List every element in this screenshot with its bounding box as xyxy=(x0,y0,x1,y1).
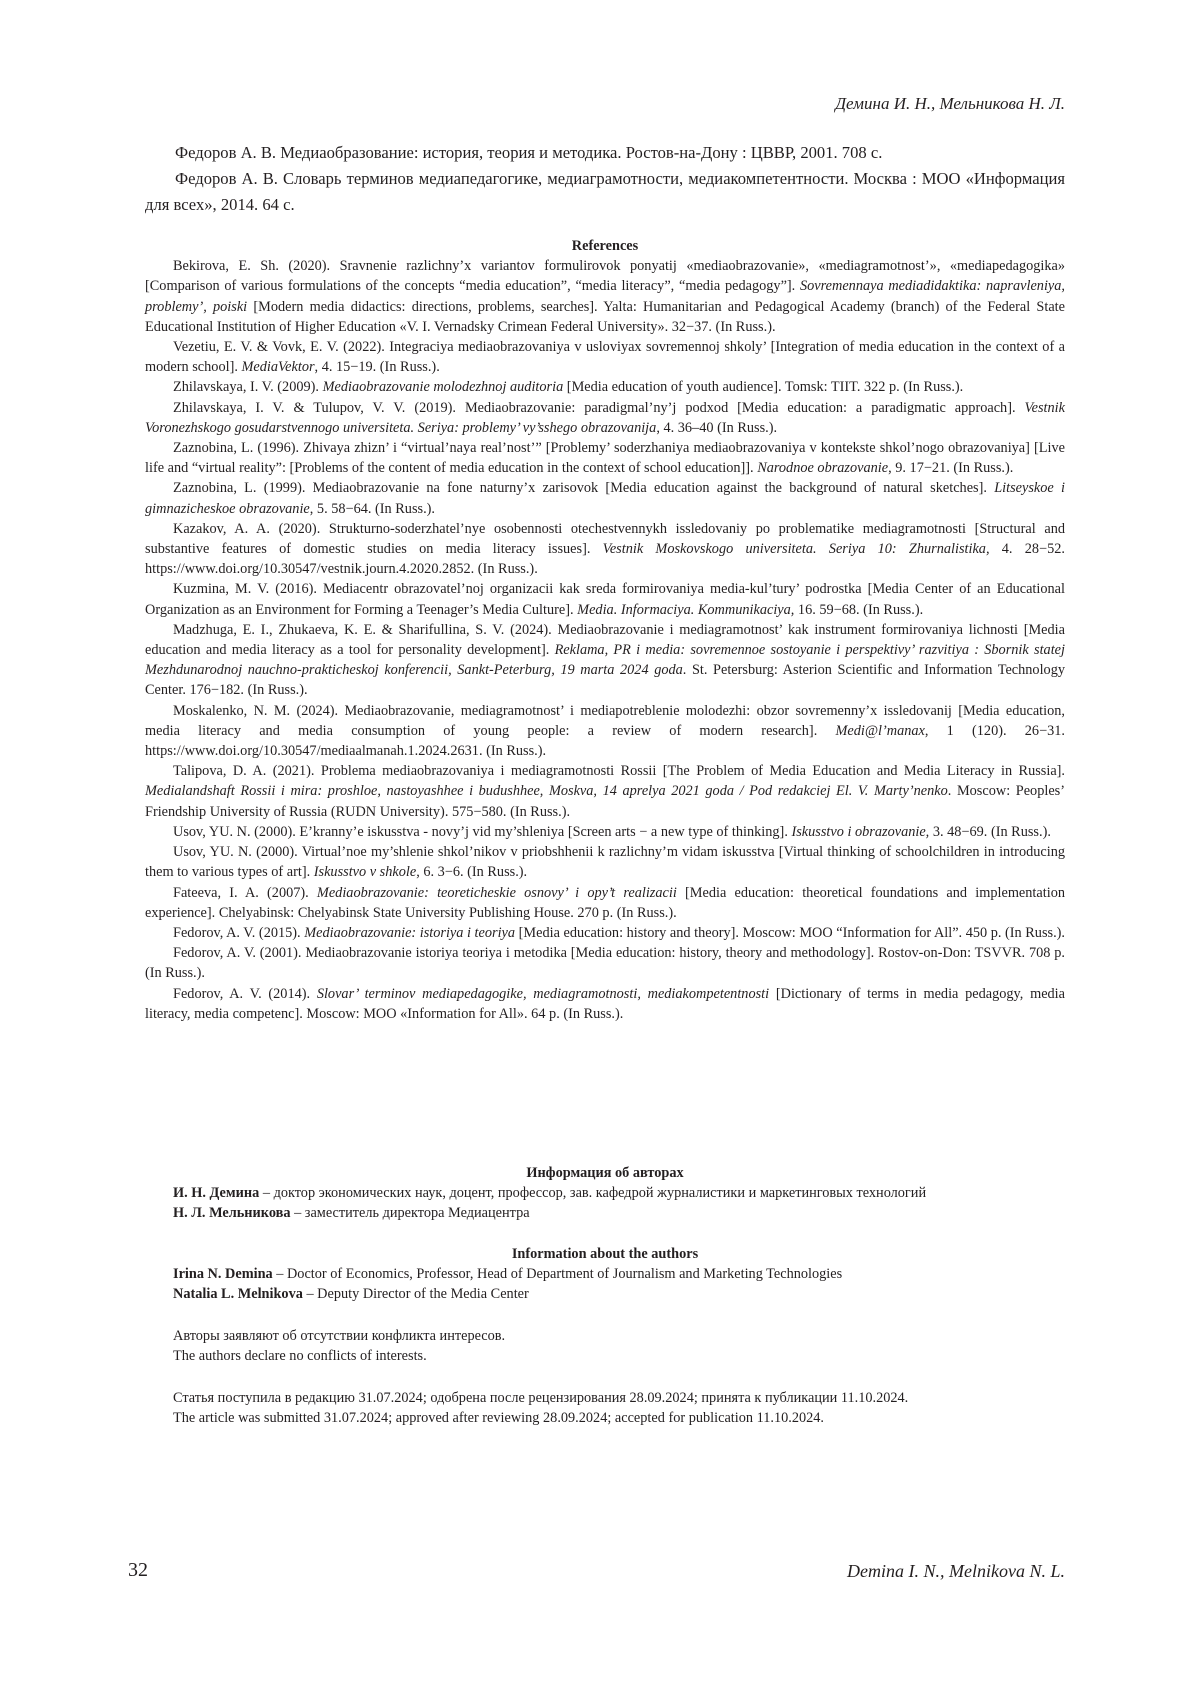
authors-info-en xyxy=(145,1244,1065,1304)
reference-text: Fedorov, A. V. (2015). xyxy=(173,924,305,941)
reference-text: Usov, YU. N. (2000). E’kranny’e iskusstva - novy’j vid my’shleniya [Screen arts − a new type of thinking]. xyxy=(173,823,792,840)
reference-text: Usov, YU. N. (2000). Virtual’noe my’shlenie shkol’nikov v priobshhenii k razlichny’m vidam iskusstva [Virtual thinking of schoolchildren in introducing them to various types of art]. xyxy=(145,844,1065,881)
reference-tail: , 5. 58−64. (In Russ.). xyxy=(309,500,435,517)
reference-source: Reklama, PR i media: sovremennoe sostoyanie i perspektivy’ razvitiya : Sbornik statej Mezhdunarodnoj nauchno-prakticheskoj konferencii, Sankt-Peterburg, 19 marta 2024 goda xyxy=(145,642,1065,679)
literature-item: Федоров А. В. Медиаобразование: история, теория и методика. Ростов-на-Дону : ЦВВР, 2001. 708 с. xyxy=(175,143,883,162)
author-name: И. Н. Демина xyxy=(173,1185,260,1201)
reference-text: Madzhuga, E. I., Zhukaeva, K. E. & Sharifullina, S. V. (2024). Mediaobrazovanie i mediagramotnost’ kak instrument formirovaniya lichnosti [Media education and media literacy as a tool for personality development]. xyxy=(145,621,1065,659)
author-entry xyxy=(145,1264,1065,1284)
running-head: Демина И. Н., Мельникова Н. Л. xyxy=(835,94,1065,113)
reference-item xyxy=(145,984,1065,1024)
reference-item xyxy=(145,923,1065,943)
reference-tail: 3. 48−69. (In Russ.). xyxy=(929,823,1051,840)
reference-source: Media. Informaciya. Kommunikaciya, xyxy=(577,601,795,618)
reference-item xyxy=(145,842,1065,882)
reference-item xyxy=(145,883,1065,923)
dates-ru: Статья поступила в редакцию 31.07.2024; одобрена после рецензирования 28.09.2024; принята к публикации 11.10.2024. xyxy=(173,1390,909,1406)
reference-source: Medialandshaft Rossii i mira: proshloe, nastoyashhee i budushhee, Moskva, 14 aprelya 2021 goda / Pod redakciej El. V. Marty’nenko xyxy=(145,783,948,800)
author-entry xyxy=(145,1183,1065,1203)
reference-item xyxy=(145,519,1065,580)
reference-tail: , 9. 17−21. (In Russ.). xyxy=(888,460,1014,477)
reference-item xyxy=(145,761,1065,822)
reference-tail: , 4. 36–40 (In Russ.). xyxy=(656,419,778,436)
reference-item xyxy=(145,337,1065,377)
reference-tail: . St. Petersburg: Asterion Scientific and Information Technology Center. 176−182. (In Russ.). xyxy=(145,662,1065,699)
reference-tail: , 1 (120). 26−31. https://www.doi.org/10.30547/mediaalmanah.1.2024.2631. (In Russ.). xyxy=(145,722,1065,760)
reference-source: MediaVektor xyxy=(241,359,315,376)
reference-item xyxy=(145,579,1065,619)
reference-text: Kazakov, A. A. (2020). Strukturno-soderzhatel’nye osobennosti otechestvennykh issledovaniy po problematike mediagramotnosti [Structural and substantive features of domestic studies on media literacy issues]. xyxy=(145,520,1065,558)
submission-dates xyxy=(173,1388,908,1428)
author-desc: – Doctor of Economics, Professor, Head of Department of Journalism and Marketing Technologies xyxy=(272,1266,843,1282)
references-list xyxy=(145,256,1065,1024)
reference-text: Zhilavskaya, I. V. (2009). xyxy=(173,379,323,396)
reference-source: Slovar’ terminov mediapedagogike, mediagramotnosti, mediakompetentnosti xyxy=(316,985,770,1002)
reference-tail: [Modern media didactics: directions, problems, searches]. Yalta: Humanitarian and Pedagogical Academy (branch) of the Federal State Educational Institution of Higher Education «V. I. Vernadsky Crimean Federal University». 32−37. (In Russ.). xyxy=(145,298,1065,335)
reference-text: Fedorov, A. V. (2014). xyxy=(173,985,317,1002)
reference-text: Bekirova, E. Sh. (2020). Sravnenie razlichny’x variantov formulirovok ponyatij «mediaobrazovanie», «mediagramotnost’», «mediapedagogika» [Comparison of various formulations of the concepts “media education”, “media literacy”, “media pedagogy”]. xyxy=(145,258,1065,295)
reference-item xyxy=(145,822,1065,842)
reference-text: Moskalenko, N. M. (2024). Mediaobrazovanie, mediagramotnost’ i mediapotreblenie molodezhi: obzor sovremenny’x issledovanij [Media education, media literacy and media consumption of young people: a review of modern research]. xyxy=(145,702,1065,739)
reference-item xyxy=(145,478,1065,518)
reference-tail: [Media education: history and theory]. Moscow: MOO “Information for All”. 450 p. (In Russ.). xyxy=(515,924,1065,941)
author-desc: – Deputy Director of the Media Center xyxy=(302,1286,529,1302)
reference-tail: . Moscow: Peoples’ Friendship University of Russia (RUDN University). 575−580. (In Russ.). xyxy=(145,783,1065,820)
authors-en-title: Information about the authors xyxy=(511,1246,699,1262)
reference-source: Mediaobrazovanie: teoreticheskie osnovy’ i opy’t realizacii xyxy=(316,884,677,901)
conflict-statement xyxy=(173,1326,505,1366)
literature-item: Федоров А. В. Словарь терминов медиапедагогике, медиаграмотности, медиакомпетентности. Москва : МОО «Информация для всех», 2014. 64 с. xyxy=(145,169,1065,214)
author-desc: – заместитель директора Медиацентра xyxy=(290,1205,530,1221)
reference-item xyxy=(145,256,1065,337)
reference-source: Litseyskoe i gimnazicheskoe obrazovanie xyxy=(145,480,1065,517)
footer-authors: Demina I. N., Melnikova N. L. xyxy=(847,1561,1065,1581)
authors-ru-title: Информация об авторах xyxy=(526,1165,684,1181)
reference-source: Mediaobrazovanie: istoriya i teoriya xyxy=(304,924,516,941)
reference-item xyxy=(145,438,1065,478)
reference-source: Medi@l’manax xyxy=(835,722,925,739)
reference-source: Narodnoe obrazovanie xyxy=(757,460,889,477)
reference-item xyxy=(145,701,1065,762)
reference-text: Zaznobina, L. (1999). Mediaobrazovanie na fone naturny’x zarisovok [Media education against the background of natural sketches]. xyxy=(173,480,995,497)
reference-text: Zhilavskaya, I. V. & Tulupov, V. V. (2019). Mediaobrazovanie: paradigmal’ny’j podxod [Media education: a paradigmatic approach]. xyxy=(173,399,1025,416)
reference-text: Fedorov, A. V. (2001). Mediaobrazovanie istoriya teoriya i metodika [Media education: history, theory and methodology]. Rostov-on-Don: TSVVR. 708 p. (In Russ.). xyxy=(145,945,1065,982)
author-name: Irina N. Demina xyxy=(173,1266,273,1282)
reference-tail: [Dictionary of terms in media pedagogy, media literacy, media competenc]. Moscow: MOO «Information for All». 64 p. (In Russ.). xyxy=(145,985,1066,1022)
references-section xyxy=(145,236,1065,1024)
reference-item xyxy=(145,620,1065,701)
reference-text: Kuzmina, M. V. (2016). Mediacentr obrazovatel’noj organizacii kak sreda formirovaniya media-kul’tury’ podrostka [Media Center of an Educational Organization as an Environment for Forming a Teenager’s Media Culture]. xyxy=(145,581,1065,618)
reference-tail: [Media education: theoretical foundations and implementation experience]. Chelyabinsk: Chelyabinsk State University Publishing House. 270 p. (In Russ.). xyxy=(145,884,1065,921)
reference-source: Iskusstvo v shkole xyxy=(313,864,417,881)
reference-tail: [Media education of youth audience]. Tomsk: TIIT. 322 p. (In Russ.). xyxy=(563,379,964,396)
conflict-en: The authors declare no conflicts of interests. xyxy=(173,1348,427,1364)
author-entry xyxy=(145,1284,1065,1304)
page-number: 32 xyxy=(128,1559,148,1581)
reference-text: Talipova, D. A. (2021). Problema mediaobrazovaniya i mediagramotnosti Rossii [The Problem of Media Education and Media Literacy in Russia]. xyxy=(173,763,1065,780)
conflict-ru: Авторы заявляют об отсутствии конфликта интересов. xyxy=(173,1328,506,1344)
authors-info-ru xyxy=(145,1163,1065,1223)
reference-tail: , 4. 15−19. (In Russ.). xyxy=(314,359,440,376)
reference-tail: 16. 59−68. (In Russ.). xyxy=(794,601,924,618)
reference-source: Sovremennaya mediadidaktika: napravleniya, problemy’, poiski xyxy=(145,278,1065,315)
author-entry xyxy=(145,1203,1065,1223)
reference-tail: , 6. 3−6. (In Russ.). xyxy=(416,864,528,881)
reference-text: Vezetiu, E. V. & Vovk, E. V. (2022). Integraciya mediaobrazovaniya v usloviyax sovremennoj shkoly’ [Integration of media education in the context of a modern school]. xyxy=(145,339,1065,376)
reference-item xyxy=(145,398,1065,438)
reference-item xyxy=(145,943,1065,983)
references-title: References xyxy=(571,238,639,254)
reference-source: Iskusstvo i obrazovanie, xyxy=(791,823,930,840)
reference-source: Mediaobrazovanie molodezhnoj auditoria xyxy=(322,379,564,396)
reference-source: Vestnik Voronezhskogo gosudarstvennogo universiteta. Seriya: problemy’ vy’sshego obrazovanija xyxy=(145,399,1065,436)
literature-list-tail xyxy=(145,140,1065,218)
reference-source: Vestnik Moskovskogo universiteta. Seriya 10: Zhurnalistika, xyxy=(602,541,990,558)
reference-text: Fateeva, I. A. (2007). xyxy=(173,884,317,901)
reference-tail: 4. 28−52. https://www.doi.org/10.30547/vestnik.journ.4.2020.2852. (In Russ.). xyxy=(145,541,1065,578)
author-name: Н. Л. Мельникова xyxy=(173,1205,291,1221)
reference-text: Zaznobina, L. (1996). Zhivaya zhizn’ i “virtual’naya real’nost’” [Problemy’ soderzhaniya mediaobrazovaniya v kontekste shkol’nogo obrazovaniya] [Live life and “virtual reality”: [Problems of the content of media education in the context of school education]]. xyxy=(145,440,1065,477)
author-name: Natalia L. Melnikova xyxy=(173,1286,303,1302)
author-desc: – доктор экономических наук, доцент, профессор, зав. кафедрой журналистики и маркетинговых технологий xyxy=(259,1185,927,1201)
reference-item xyxy=(145,377,1065,397)
dates-en: The article was submitted 31.07.2024; approved after reviewing 28.09.2024; accepted for publication 11.10.2024. xyxy=(173,1410,824,1426)
